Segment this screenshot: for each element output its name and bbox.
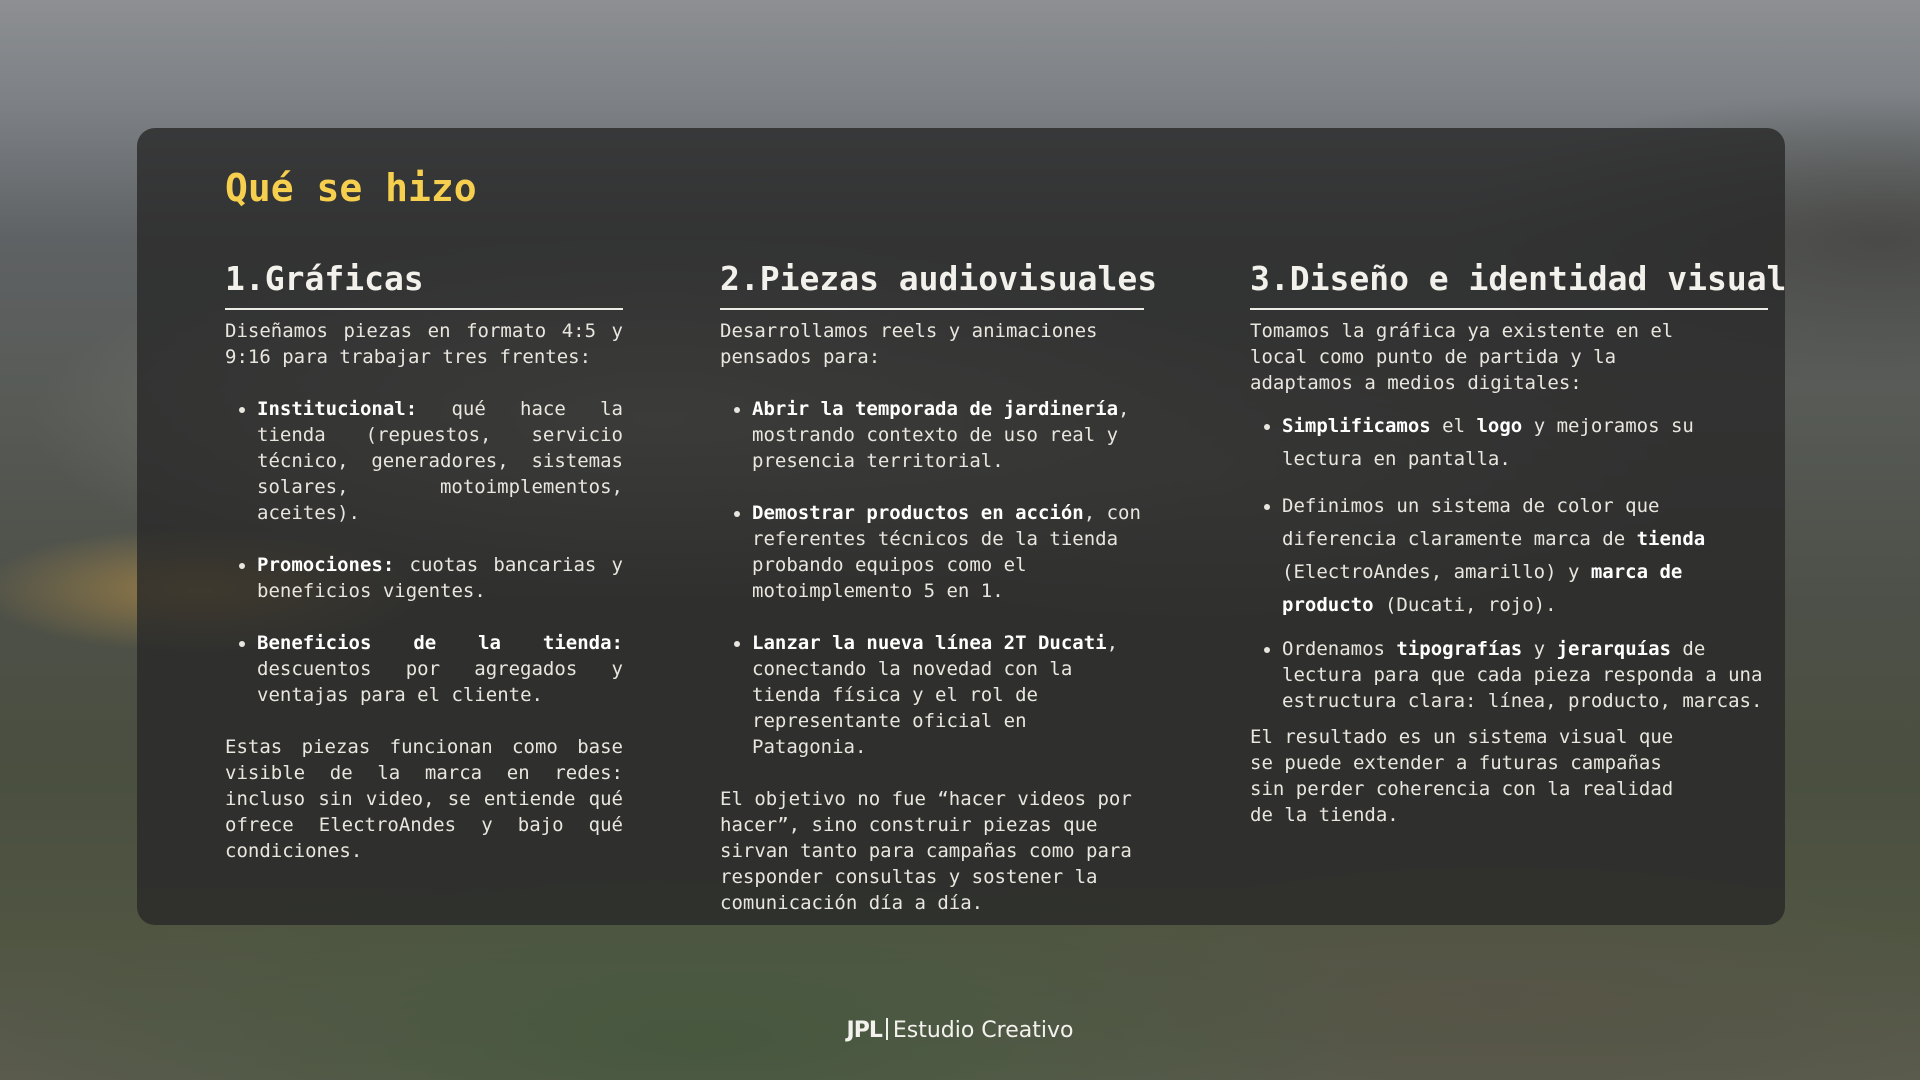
item-text: descuentos por agregados y ventajas para el cliente. bbox=[257, 658, 623, 706]
column-outro: Estas piezas funcionan como base visible de la marca en redes: incluso sin video, se entiende qué ofrece ElectroAndes y bajo qué condiciones. bbox=[225, 736, 623, 862]
item-bold: Simplificamos bbox=[1282, 415, 1431, 437]
item-text: cuotas bancarias y beneficios vigentes. bbox=[257, 554, 623, 602]
item-bold: tipografías bbox=[1396, 638, 1523, 660]
item-text: (Ducati, rojo). bbox=[1373, 594, 1557, 616]
item-bold: logo bbox=[1476, 415, 1523, 437]
column-intro: Tomamos la gráfica ya existente en el local como punto de partida y la adaptamos a medios digitales: bbox=[1250, 320, 1674, 394]
item-text: qué hace la tienda (repuestos, servicio técnico, generadores, sistemas solares, motoimplementos, aceites). bbox=[257, 398, 623, 524]
item-text: de lectura para que cada pieza responda a una estructura clara: línea, producto, marcas. bbox=[1282, 638, 1763, 712]
item-text: y mejoramos su lectura en pantalla. bbox=[1282, 415, 1694, 470]
item-text: Ordenamos bbox=[1282, 638, 1397, 660]
bullet-list bbox=[225, 396, 623, 708]
column-graficas bbox=[225, 256, 623, 864]
item-text: , con referentes técnicos de la tienda probando equipos como el motoimplemento 5 en 1. bbox=[752, 502, 1141, 602]
logo-separator bbox=[886, 1018, 888, 1040]
item-text: , mostrando contexto de uso real y presencia territorial. bbox=[752, 398, 1130, 472]
column-intro: Desarrollamos reels y animaciones pensados para: bbox=[720, 320, 1098, 368]
studio-logo bbox=[0, 1018, 1920, 1043]
column-diseno-identidad bbox=[1250, 256, 1787, 828]
item-bold: Beneficios de la tienda: bbox=[257, 632, 623, 654]
item-text: , conectando la novedad con la tienda física y el rol de representante oficial en Patagonia. bbox=[752, 632, 1119, 758]
item-text: (ElectroAndes, amarillo) y bbox=[1282, 561, 1591, 583]
list-item bbox=[257, 630, 623, 708]
item-bold: tienda bbox=[1636, 528, 1706, 550]
column-heading: 2.Piezas audiovisuales bbox=[720, 256, 1144, 310]
list-item bbox=[1282, 490, 1768, 622]
list-item bbox=[257, 552, 623, 604]
column-heading: 3.Diseño e identidad visual bbox=[1250, 256, 1768, 310]
logo-mark: JPL bbox=[846, 1018, 882, 1043]
item-bold: Demostrar productos en acción bbox=[752, 502, 1084, 524]
item-text: el bbox=[1430, 415, 1477, 437]
item-bold: jerarquías bbox=[1556, 638, 1671, 660]
item-bold: Promociones: bbox=[257, 554, 395, 576]
list-item bbox=[1282, 636, 1768, 714]
item-bold: Lanzar la nueva línea 2T Ducati bbox=[752, 632, 1107, 654]
column-intro: Diseñamos piezas en formato 4:5 y 9:16 para trabajar tres frentes: bbox=[225, 320, 623, 368]
list-item bbox=[752, 500, 1144, 604]
column-heading: 1.Gráficas bbox=[225, 256, 623, 310]
page-title: Qué se hizo bbox=[225, 166, 477, 210]
bullet-list bbox=[720, 396, 1144, 760]
list-item bbox=[752, 630, 1144, 760]
item-text: y bbox=[1522, 638, 1557, 660]
column-outro: El resultado es un sistema visual que se puede extender a futuras campañas sin perder coherencia con la realidad de la tienda. bbox=[1250, 726, 1674, 826]
item-bold: marca de producto bbox=[1282, 561, 1683, 616]
bullet-list bbox=[1250, 410, 1768, 714]
column-piezas-audiovisuales bbox=[720, 256, 1158, 916]
list-item bbox=[257, 396, 623, 526]
item-text: Definimos un sistema de color que diferencia claramente marca de bbox=[1282, 495, 1660, 550]
list-item bbox=[1282, 410, 1768, 476]
item-bold: Institucional: bbox=[257, 398, 418, 420]
column-outro: El objetivo no fue “hacer videos por hacer”, sino construir piezas que sirvan tanto para campañas como para responder consultas y sostener la comunicación día a día. bbox=[720, 788, 1132, 914]
logo-text: Estudio Creativo bbox=[892, 1018, 1074, 1043]
list-item bbox=[752, 396, 1144, 474]
item-bold: Abrir la temporada de jardinería bbox=[752, 398, 1119, 420]
